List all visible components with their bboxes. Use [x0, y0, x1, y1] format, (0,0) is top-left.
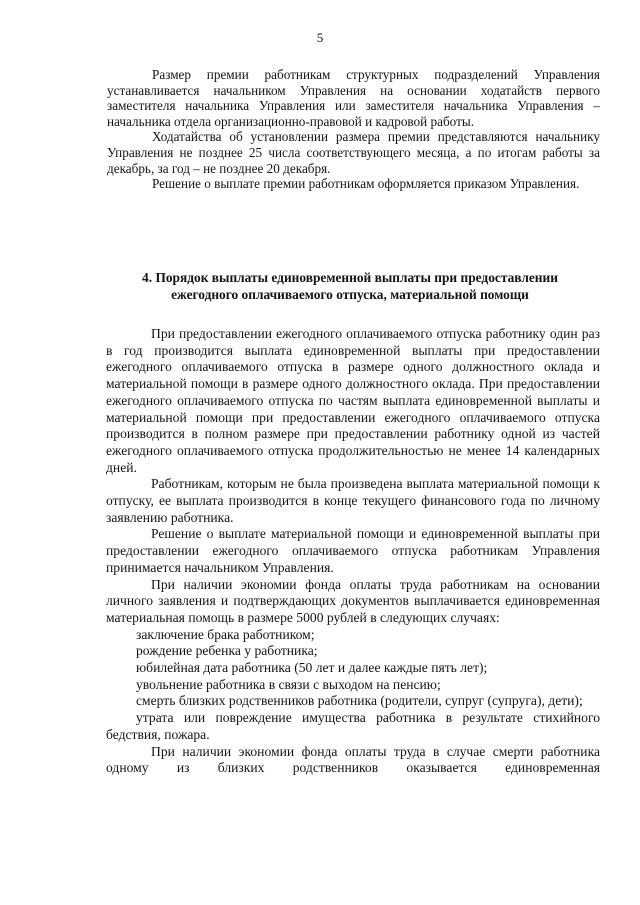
- paragraph-bonus-amount: Размер премии работникам структурных подразделений Управления устанавливается начальником Управления на основании ходатайств первого заместителя начальника Управления или заместителя начальника Управления – начальника отдела организационно-правовой и кадровой работы.: [107, 67, 600, 129]
- paragraph-leave-payment: При предоставлении ежегодного оплачиваемого отпуска работнику один раз в год производится выплата единовременной выплаты при предоставлении ежегодного оплачиваемого отпуска в размере одного должностного оклада и материальной помощи в размере одного должностного оклада. При предоставлении ежегодного оплачиваемого отпуска по частям выплата единовременной выплаты и материальной помощи при предоставлении ежегодного оплачиваемого отпуска производится в полном размере при предоставлении работнику одной из частей ежегодного оплачиваемого отпуска продолжительностью не менее 14 календарных дней.: [106, 326, 600, 475]
- paragraph-unpaid-aid: Работникам, которым не была произведена выплата материальной помощи к отпуску, ее выплата производится в конце текущего финансового года по личному заявлению работника.: [106, 476, 600, 525]
- cases-list: [106, 627, 600, 744]
- list-item: заключение брака работником;: [136, 626, 315, 642]
- paragraph-petitions: Ходатайства об установлении размера премии представляются начальнику Управления не позднее 25 числа соответствующего месяца, а по итогам работы за декабрь, за год – не позднее 20 декабря.: [107, 129, 600, 176]
- list-item: юбилейная дата работника (50 лет и далее каждые пять лет);: [136, 660, 488, 676]
- section-4-body: [106, 326, 600, 777]
- paragraph-death-aid: При наличии экономии фонда оплаты труда в случае смерти работника одному из близких родственников оказывается единовременная: [106, 743, 600, 776]
- paragraph-bonus-decision: Решение о выплате премии работникам оформляется приказом Управления.: [152, 176, 580, 192]
- page-number: 5: [316, 30, 324, 45]
- intro-section: [107, 67, 600, 192]
- section-heading: 4. Порядок выплаты единовременной выплаты при предоставлении ежегодного оплачиваемого отпуска, материальной помощи: [142, 270, 558, 302]
- list-item: утрата или повреждение имущества работника в результате стихийного бедствия, пожара.: [106, 710, 600, 742]
- list-item: увольнение работника в связи с выходом на пенсию;: [136, 676, 441, 692]
- paragraph-economy-aid: При наличии экономии фонда оплаты труда работникам на основании личного заявления и подтверждающих документов выплачивается единовременная материальная помощь в размере 5000 рублей в следующих случаях:: [106, 576, 600, 625]
- list-item: рождение ребенка у работника;: [136, 643, 318, 659]
- paragraph-aid-decision: Решение о выплате материальной помощи и единовременной выплаты при предоставлении ежегодного оплачиваемого отпуска работникам Управления принимается начальником Управления.: [106, 526, 600, 575]
- list-item: смерть близких родственников работника (родители, супруг (супруга), дети);: [136, 693, 583, 709]
